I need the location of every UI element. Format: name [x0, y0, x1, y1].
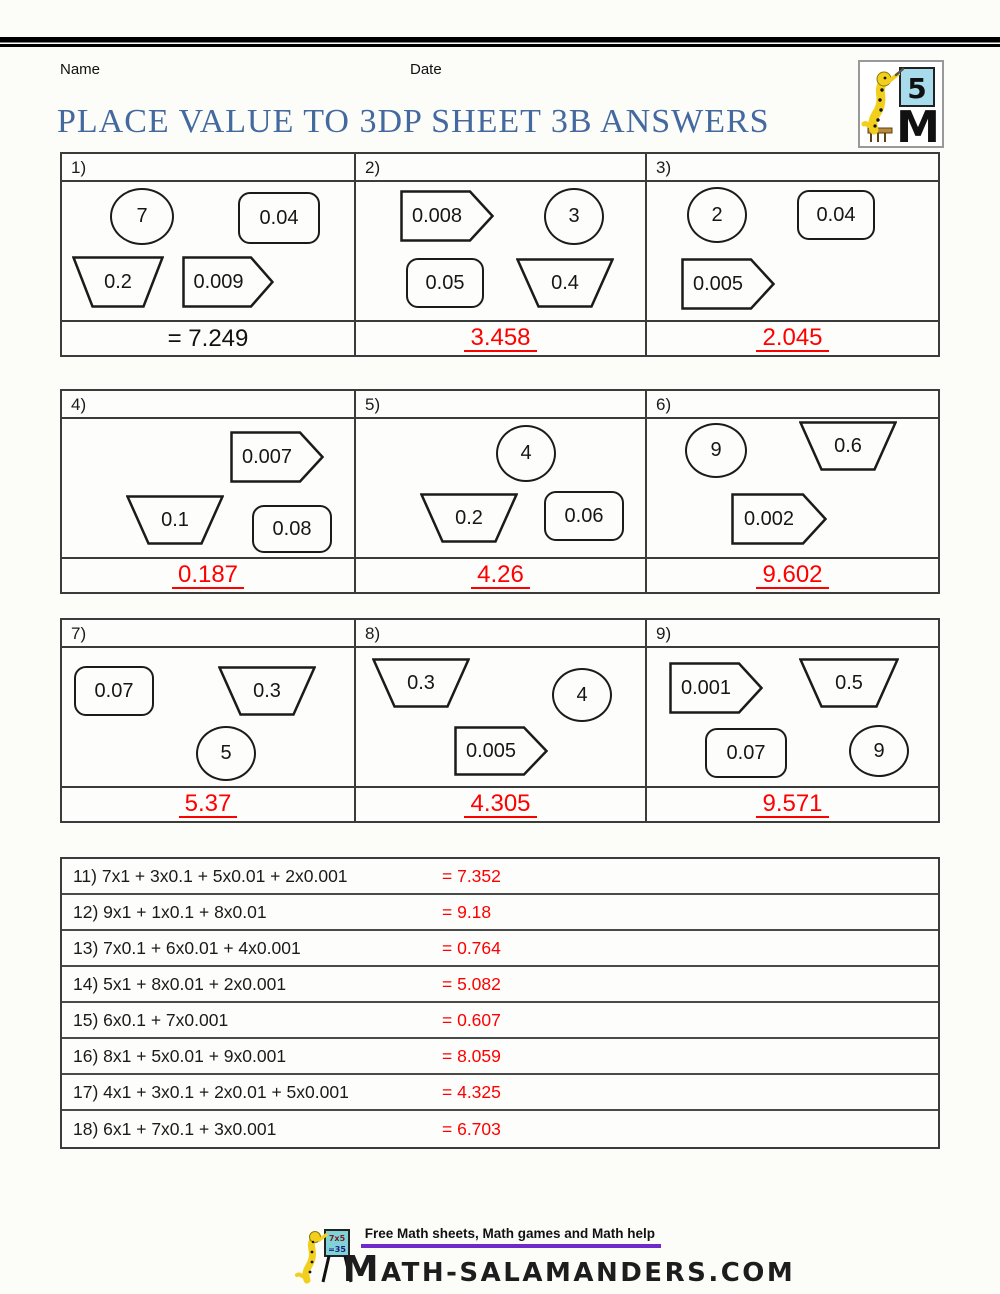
problem-answer-row	[62, 322, 354, 355]
shape-value: 0.08	[272, 517, 312, 540]
problem-shapes-area	[647, 419, 938, 559]
equation-answer: = 0.764	[442, 937, 501, 958]
svg-text:5: 5	[907, 72, 927, 105]
arrow-shape	[182, 256, 274, 308]
equation-answer: = 7.352	[442, 865, 501, 886]
shape-value: 0.6	[834, 434, 862, 457]
footer-brand: MATH-SALAMANDERS.COM	[342, 1249, 796, 1290]
circle-shape	[544, 188, 604, 245]
equation-label: 17) 4x1 + 3x0.1 + 2x0.01 + 5x0.001	[73, 1081, 349, 1102]
trap-shape	[218, 666, 316, 716]
equations-table	[60, 857, 940, 1149]
top-rule-bar	[0, 37, 1000, 47]
problem-shapes-area	[356, 648, 645, 788]
shape-value: 0.1	[161, 508, 189, 531]
equation-answer: = 4.325	[442, 1081, 501, 1102]
arrow-shape	[731, 493, 827, 545]
problem-number: 8)	[356, 620, 645, 648]
problem-answer: 9.602	[756, 562, 828, 589]
shape-value: 2	[711, 203, 723, 226]
problem-cell	[62, 391, 356, 592]
rrect-shape	[238, 192, 320, 244]
problem-number: 1)	[62, 154, 354, 182]
trap-shape	[799, 421, 897, 471]
problem-answer-row	[647, 322, 938, 355]
equation-row	[62, 1039, 938, 1075]
shape-value: 0.06	[564, 504, 604, 527]
shape-value: 0.008	[411, 204, 463, 227]
equation-row	[62, 859, 938, 895]
circle-shape	[849, 725, 909, 777]
equation-label: 18) 6x1 + 7x0.1 + 3x0.001	[73, 1118, 277, 1139]
circle-shape	[687, 187, 747, 243]
shape-value: 5	[220, 742, 232, 764]
problem-answer-row	[356, 788, 645, 821]
problem-number: 9)	[647, 620, 938, 648]
problem-cell	[647, 391, 938, 592]
equation-row	[62, 1111, 938, 1147]
problem-shapes-area	[62, 182, 354, 322]
equation-answer: = 8.059	[442, 1045, 501, 1066]
equation-answer: = 5.082	[442, 973, 501, 994]
problem-cell	[356, 620, 647, 821]
problem-shapes-area	[647, 648, 938, 788]
rrect-shape	[74, 666, 154, 716]
equation-row	[62, 895, 938, 931]
problem-cell	[647, 154, 938, 355]
shape-value: 0.009	[193, 270, 244, 293]
arrow-shape	[681, 258, 775, 310]
shape-value: 4	[576, 683, 588, 706]
svg-text:7x5: 7x5	[328, 1234, 345, 1243]
problem-cell	[356, 391, 647, 592]
problem-answer: 0.187	[172, 562, 244, 589]
equation-row	[62, 1075, 938, 1111]
problems-table-4-6	[60, 389, 940, 594]
problem-answer: = 7.249	[167, 324, 249, 352]
circle-shape	[685, 423, 747, 478]
shape-value: 0.5	[835, 671, 863, 694]
problem-shapes-area	[62, 419, 354, 559]
arrow-shape	[400, 190, 494, 242]
problem-shapes-area	[356, 182, 645, 322]
rrect-shape	[406, 258, 484, 308]
problem-cell	[647, 620, 938, 821]
shape-value: 0.04	[259, 206, 299, 229]
problem-answer-row	[62, 559, 354, 592]
shape-value: 7	[136, 205, 148, 227]
footer	[0, 1226, 1000, 1290]
shape-value: 0.04	[816, 203, 856, 226]
equation-label: 13) 7x0.1 + 6x0.01 + 4x0.001	[73, 937, 301, 958]
problem-shapes-area	[356, 419, 645, 559]
equation-answer: = 9.18	[442, 901, 492, 922]
shape-value: 0.2	[455, 506, 483, 529]
shape-value: 0.07	[94, 679, 134, 702]
trap-shape	[420, 493, 518, 543]
trap-shape	[516, 258, 614, 308]
problem-answer: 4.26	[471, 562, 530, 589]
shape-value: 4	[520, 442, 532, 464]
trap-shape	[72, 256, 164, 308]
rrect-shape	[252, 505, 332, 553]
problem-answer-row	[356, 322, 645, 355]
circle-shape	[496, 425, 556, 482]
equation-row	[62, 931, 938, 967]
problem-answer-row	[62, 788, 354, 821]
shape-value: 0.3	[407, 671, 435, 694]
shape-value: 0.3	[253, 679, 281, 702]
circle-shape	[552, 668, 612, 722]
problem-number: 5)	[356, 391, 645, 419]
problems-table-7-9	[60, 618, 940, 823]
shape-value: 0.2	[104, 270, 132, 293]
problem-answer-row	[647, 788, 938, 821]
equation-label: 14) 5x1 + 8x0.01 + 2x0.001	[73, 973, 287, 994]
problem-answer: 9.571	[756, 791, 828, 818]
shape-value: 0.002	[743, 507, 795, 530]
problem-answer-row	[356, 559, 645, 592]
date-label: Date	[410, 61, 442, 78]
trap-shape	[799, 658, 899, 708]
problem-answer: 5.37	[179, 791, 238, 818]
svg-text:=35: =35	[327, 1245, 346, 1254]
shape-value: 0.05	[425, 271, 465, 294]
salamander-level-badge	[858, 60, 944, 148]
equation-answer: = 6.703	[442, 1118, 501, 1139]
salamander-badge-icon	[860, 62, 942, 146]
rrect-shape	[797, 190, 875, 240]
shape-value: 0.005	[465, 739, 517, 762]
problem-answer: 3.458	[464, 325, 536, 352]
shape-value: 9	[710, 439, 722, 461]
problem-answer-row	[647, 559, 938, 592]
problem-number: 6)	[647, 391, 938, 419]
problem-shapes-area	[647, 182, 938, 322]
shape-value: 3	[568, 205, 580, 227]
shape-value: 0.07	[726, 741, 766, 764]
rrect-shape	[705, 728, 787, 778]
trap-shape	[372, 658, 470, 708]
rrect-shape	[544, 491, 624, 541]
equation-row	[62, 967, 938, 1003]
footer-purple-rule	[361, 1244, 661, 1248]
shape-value: 9	[873, 739, 885, 762]
shape-value: 0.005	[692, 272, 744, 295]
problem-number: 7)	[62, 620, 354, 648]
problem-cell	[356, 154, 647, 355]
equation-label: 11) 7x1 + 3x0.1 + 5x0.01 + 2x0.001	[73, 865, 348, 886]
problem-cell	[62, 620, 356, 821]
shape-value: 0.4	[551, 271, 579, 294]
equation-label: 12) 9x1 + 1x0.1 + 8x0.01	[73, 901, 267, 922]
circle-shape	[196, 726, 256, 781]
arrow-shape	[230, 431, 324, 483]
equation-row	[62, 1003, 938, 1039]
problem-cell	[62, 154, 356, 355]
problem-number: 3)	[647, 154, 938, 182]
equation-label: 15) 6x0.1 + 7x0.001	[73, 1009, 229, 1030]
trap-shape	[126, 495, 224, 545]
equation-answer: = 0.607	[442, 1009, 501, 1030]
problem-number: 4)	[62, 391, 354, 419]
problem-answer: 2.045	[756, 325, 828, 352]
problem-answer: 4.305	[464, 791, 536, 818]
problem-shapes-area	[62, 648, 354, 788]
problems-table-1-3	[60, 152, 940, 357]
page-title: PLACE VALUE TO 3DP SHEET 3B ANSWERS	[57, 103, 770, 140]
svg-text:M: M	[896, 102, 940, 146]
arrow-shape	[669, 662, 763, 714]
shape-value: 0.001	[680, 676, 732, 699]
name-label: Name	[60, 61, 101, 78]
circle-shape	[110, 188, 174, 245]
arrow-shape	[454, 726, 548, 776]
shape-value: 0.007	[241, 445, 293, 468]
footer-tagline: Free Math sheets, Math games and Math help	[364, 1226, 656, 1241]
equation-label: 16) 8x1 + 5x0.01 + 9x0.001	[73, 1045, 287, 1066]
problem-number: 2)	[356, 154, 645, 182]
